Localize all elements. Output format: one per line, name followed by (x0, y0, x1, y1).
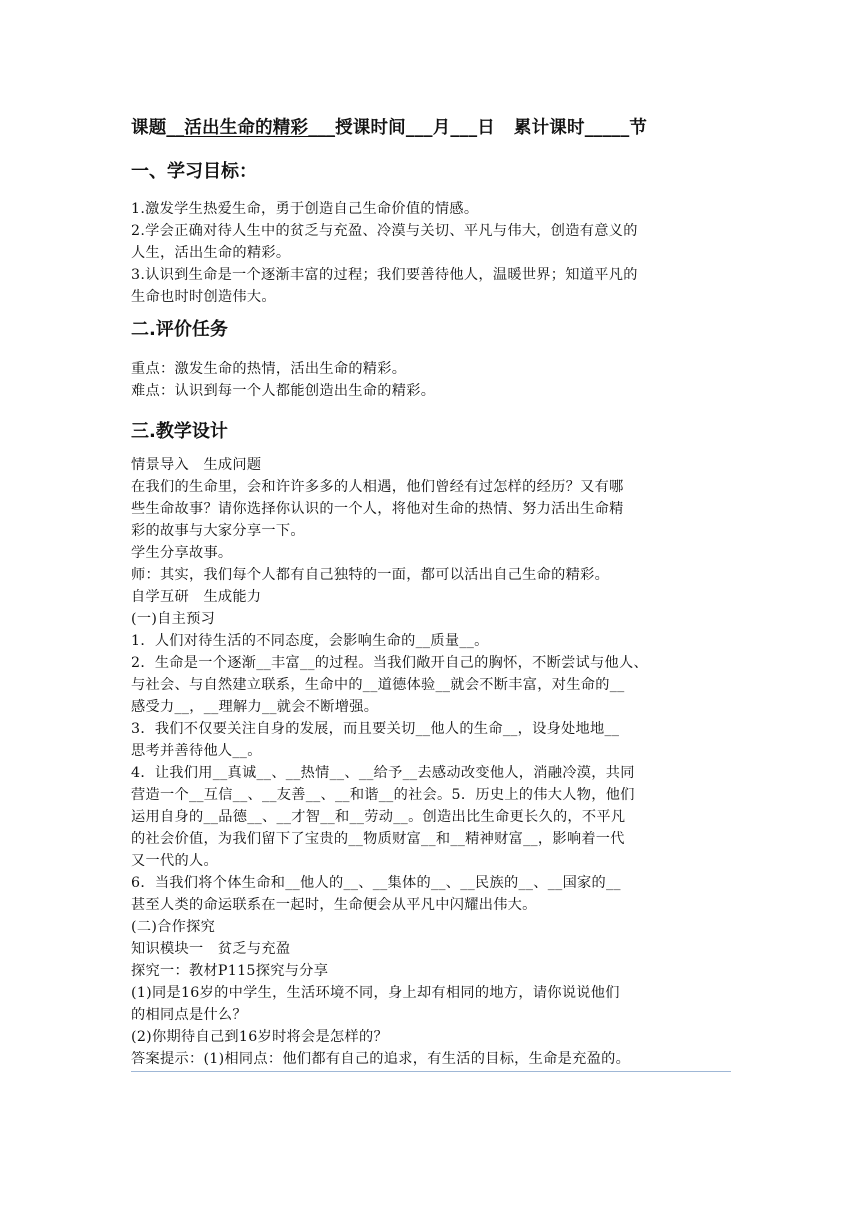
topic-label: 课题 (131, 118, 167, 138)
evaluation-body (131, 358, 731, 402)
text-line: 又一代的人。 (131, 853, 218, 869)
text-line: 答案提示：(1)相同点：他们都有自己的追求，有生活的目标，生命是充盈的。 (131, 1048, 731, 1072)
text-line: 情景导入 生成问题 (131, 457, 262, 473)
text-line: 3.认识到生命是一个逐渐丰富的过程；我们要善待他人，温暖世界；知道平凡的 (131, 267, 638, 283)
text-line: 自学互研 生成能力 (131, 589, 262, 605)
text-line: 4．让我们用__真诚__、__热情__、__给予__去感动改变他人，消融冷漠，共同 (131, 765, 635, 781)
lesson-header (131, 116, 731, 140)
objectives-body (131, 198, 731, 308)
text-line: (1)同是16岁的中学生，生活环境不同，身上却有相同的地方，请你说说他们 (131, 985, 620, 1001)
text-line: (一)自主预习 (131, 611, 216, 627)
text-line: 感受力__，__理解力__就会不断增强。 (131, 699, 379, 715)
text-line: 与社会、与自然建立联系，生命中的__道德体验__就会不断丰富，对生命的__ (131, 677, 625, 693)
text-line: 甚至人类的命运联系在一起时，生命便会从平凡中闪耀出伟大。 (131, 897, 537, 913)
text-line: 2．生命是一个逐渐__丰富__的过程。当我们敞开自己的胸怀，不断尝试与他人、 (131, 655, 648, 671)
text-line: 探究一：教材P115探究与分享 (131, 963, 329, 979)
count-blank: _____节 (584, 118, 648, 138)
text-line: 营造一个__互信__、__友善__、__和谐__的社会。5．历史上的伟大人物，他们 (131, 787, 635, 803)
design-body (131, 454, 731, 1072)
text-line: 的相同点是什么？ (131, 1007, 247, 1023)
text-line: 知识模块一 贫乏与充盈 (131, 941, 291, 957)
text-line: 1.激发学生热爱生命，勇于创造自己生命价值的情感。 (131, 201, 479, 217)
text-line: 3．我们不仅要关注自身的发展，而且要关切__他人的生命__，设身处地地__ (131, 721, 620, 737)
time-blank: ___月___日 (405, 118, 495, 138)
section-heading-design: 三.教学设计 (131, 421, 228, 442)
text-line: 师：其实，我们每个人都有自己独特的一面，都可以活出自己生命的精彩。 (131, 567, 610, 583)
text-line: 思考并善待他人__。 (131, 743, 262, 759)
text-line: 学生分享故事。 (131, 545, 233, 561)
count-label: 累计课时 (513, 118, 585, 138)
text-line: 人生，活出生命的精彩。 (131, 245, 291, 261)
text-line: 彩的故事与大家分享一下。 (131, 523, 305, 539)
lesson-plan (131, 116, 731, 1072)
text-line: 的社会价值，为我们留下了宝贵的__物质财富__和__精神财富__，影响着一代 (131, 831, 625, 847)
time-label: 授课时间 (335, 118, 406, 138)
text-line: 6．当我们将个体生命和__他人的__、__集体的__、__民族的__、__国家的__ (131, 875, 621, 891)
text-line: 在我们的生命里，会和许许多多的人相遇，他们曾经有过怎样的经历？又有哪 (131, 479, 624, 495)
section-heading-objectives: 一、学习目标： (131, 161, 257, 182)
text-line: 运用自身的__品德__、__才智__和__劳动__。创造出比生命更长久的，不平凡 (131, 809, 626, 825)
text-line: 生命也时时创造伟大。 (131, 289, 276, 305)
topic-value: __活出生命的精彩___ (166, 118, 336, 138)
text-line: (2)你期待自己到16岁时将会是怎样的？ (131, 1029, 388, 1045)
section-heading-evaluation: 二.评价任务 (131, 319, 228, 340)
text-line: 难点：认识到每一个人都能创造出生命的精彩。 (131, 383, 436, 399)
text-line: 重点：激发生命的热情，活出生命的精彩。 (131, 361, 407, 377)
text-line: (二)合作探究 (131, 919, 216, 935)
text-line: 些生命故事？请你选择你认识的一个人，将他对生命的热情、努力活出生命精 (131, 501, 624, 517)
text-line: 1．人们对待生活的不同态度，会影响生命的__质量__。 (131, 633, 489, 649)
text-line: 2.学会正确对待人生中的贫乏与充盈、冷漠与关切、平凡与伟大，创造有意义的 (131, 223, 638, 239)
